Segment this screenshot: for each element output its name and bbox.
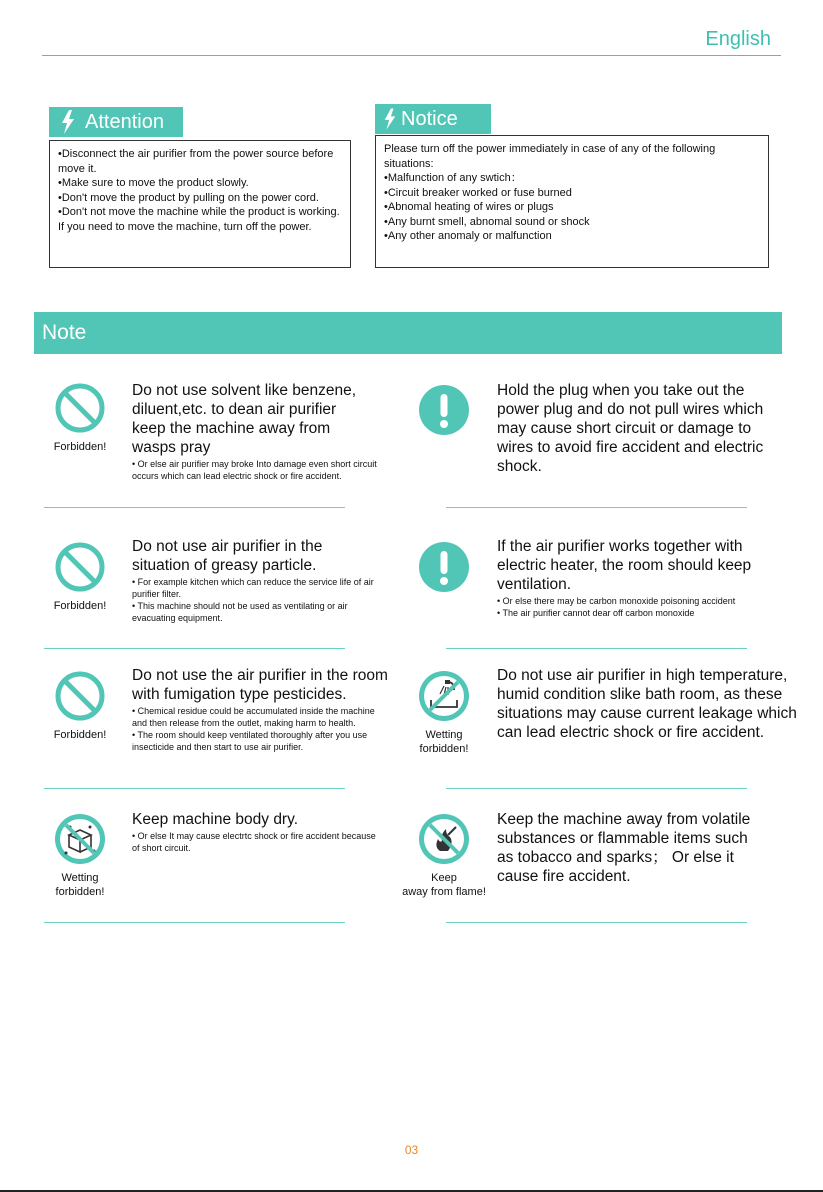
item-title: Do not use air purifier in the situation of greasy particle. xyxy=(132,538,323,574)
item-title: Do not use the air purifier in the room with fumigation type pesticides. xyxy=(132,667,388,703)
notice-line: •Malfunction of any swtich： xyxy=(384,172,522,184)
divider xyxy=(446,648,747,649)
notice-line: •Any other anomaly or malfunction xyxy=(384,230,552,242)
no-shower-icon xyxy=(418,670,470,722)
exclamation-icon xyxy=(418,541,470,593)
attention-line: •Disconnect the air purifier from the power source before move it. xyxy=(58,148,334,175)
attention-tab xyxy=(49,107,183,137)
no-flame-icon xyxy=(418,813,470,865)
item-note: • Chemical residue could be accumulated inside the machine and then release from the outlet, making harm to health. • The room should keep ventilated thoroughly after you use insecticide and then start to use air purifier. xyxy=(132,706,375,752)
attention-box xyxy=(49,140,351,268)
attention-line: •Make sure to move the product slowly. xyxy=(58,177,249,189)
notice-line: •Any burnt smell, abnomal sound or shock xyxy=(384,215,590,228)
notice-tab xyxy=(375,104,491,134)
lightning-icon xyxy=(381,108,399,130)
item-title: Keep machine body dry. xyxy=(132,811,299,828)
item-note: • Or else there may be carbon monoxide poisoning accident • The air purifier cannot dear off carbon monoxide xyxy=(497,596,736,618)
divider xyxy=(446,788,747,789)
divider xyxy=(446,922,747,923)
icon-caption: Forbidden! xyxy=(53,441,107,453)
language-label: English xyxy=(705,28,771,50)
notice-line: •Abnomal heating of wires or plugs xyxy=(384,201,554,213)
forbidden-icon xyxy=(54,670,106,722)
attention-title: Attention xyxy=(85,110,164,133)
item-note: • For example kitchen which can reduce the service life of air purifier filter. • This machine should not be used as ventilating or air evacuating equipment. xyxy=(132,577,374,623)
item-title: Keep the machine away from volatile substances or flammable items such as tobacco and sparks； Or else it cause fire accident. xyxy=(497,811,751,885)
divider xyxy=(446,507,747,508)
notice-line: Please turn off the power immediately in case of any of the following situations: xyxy=(384,143,716,170)
notice-title: Notice xyxy=(401,107,458,130)
divider xyxy=(44,922,345,923)
icon-caption: Wetting forbidden! xyxy=(419,729,469,755)
forbidden-icon xyxy=(54,541,106,593)
item-note: • Or else air purifier may broke Into damage even short circuit occurs which can lead electric shock or fire accident. xyxy=(132,459,377,481)
item-title: If the air purifier works together with electric heater, the room should keep ventilation. xyxy=(497,538,752,593)
item-title: Hold the plug when you take out the power plug and do not pull wires which may cause short circuit or damage to wires to avoid fire accident and electric shock. xyxy=(497,382,764,475)
attention-line: •Don't not move the machine while the product is working. If you need to move the machine, turn off the power. xyxy=(58,206,340,233)
item-title: Do not use air purifier in high temperature, humid condition slike bath room, as these situations may cause current leakage which can lead electric shock or fire accident. xyxy=(497,667,797,741)
attention-line: •Don't move the product by pulling on the power cord. xyxy=(58,191,319,204)
forbidden-icon xyxy=(54,382,106,434)
page-number: 03 xyxy=(404,1143,419,1157)
lightning-icon xyxy=(55,110,81,134)
icon-caption: Wetting forbidden! xyxy=(55,872,105,898)
note-header: Note xyxy=(34,312,782,354)
header-rule xyxy=(42,55,781,56)
item-note: • Or else It may cause electrtc shock or fire accident because of short circuit. xyxy=(132,831,376,853)
notice-box xyxy=(375,135,769,268)
exclamation-icon xyxy=(418,384,470,436)
item-title: Do not use solvent like benzene, diluent,etc. to dean air purifier keep the machine away from wasps pray xyxy=(132,382,357,456)
icon-caption: Forbidden! xyxy=(53,729,107,741)
icon-caption: Keep away from flame! xyxy=(402,872,486,898)
divider xyxy=(44,648,345,649)
divider xyxy=(44,788,345,789)
icon-caption: Forbidden! xyxy=(53,600,107,612)
divider xyxy=(44,507,345,508)
notice-line: •Circuit breaker worked or fuse burned xyxy=(384,186,572,199)
no-wetting-icon xyxy=(54,813,106,865)
